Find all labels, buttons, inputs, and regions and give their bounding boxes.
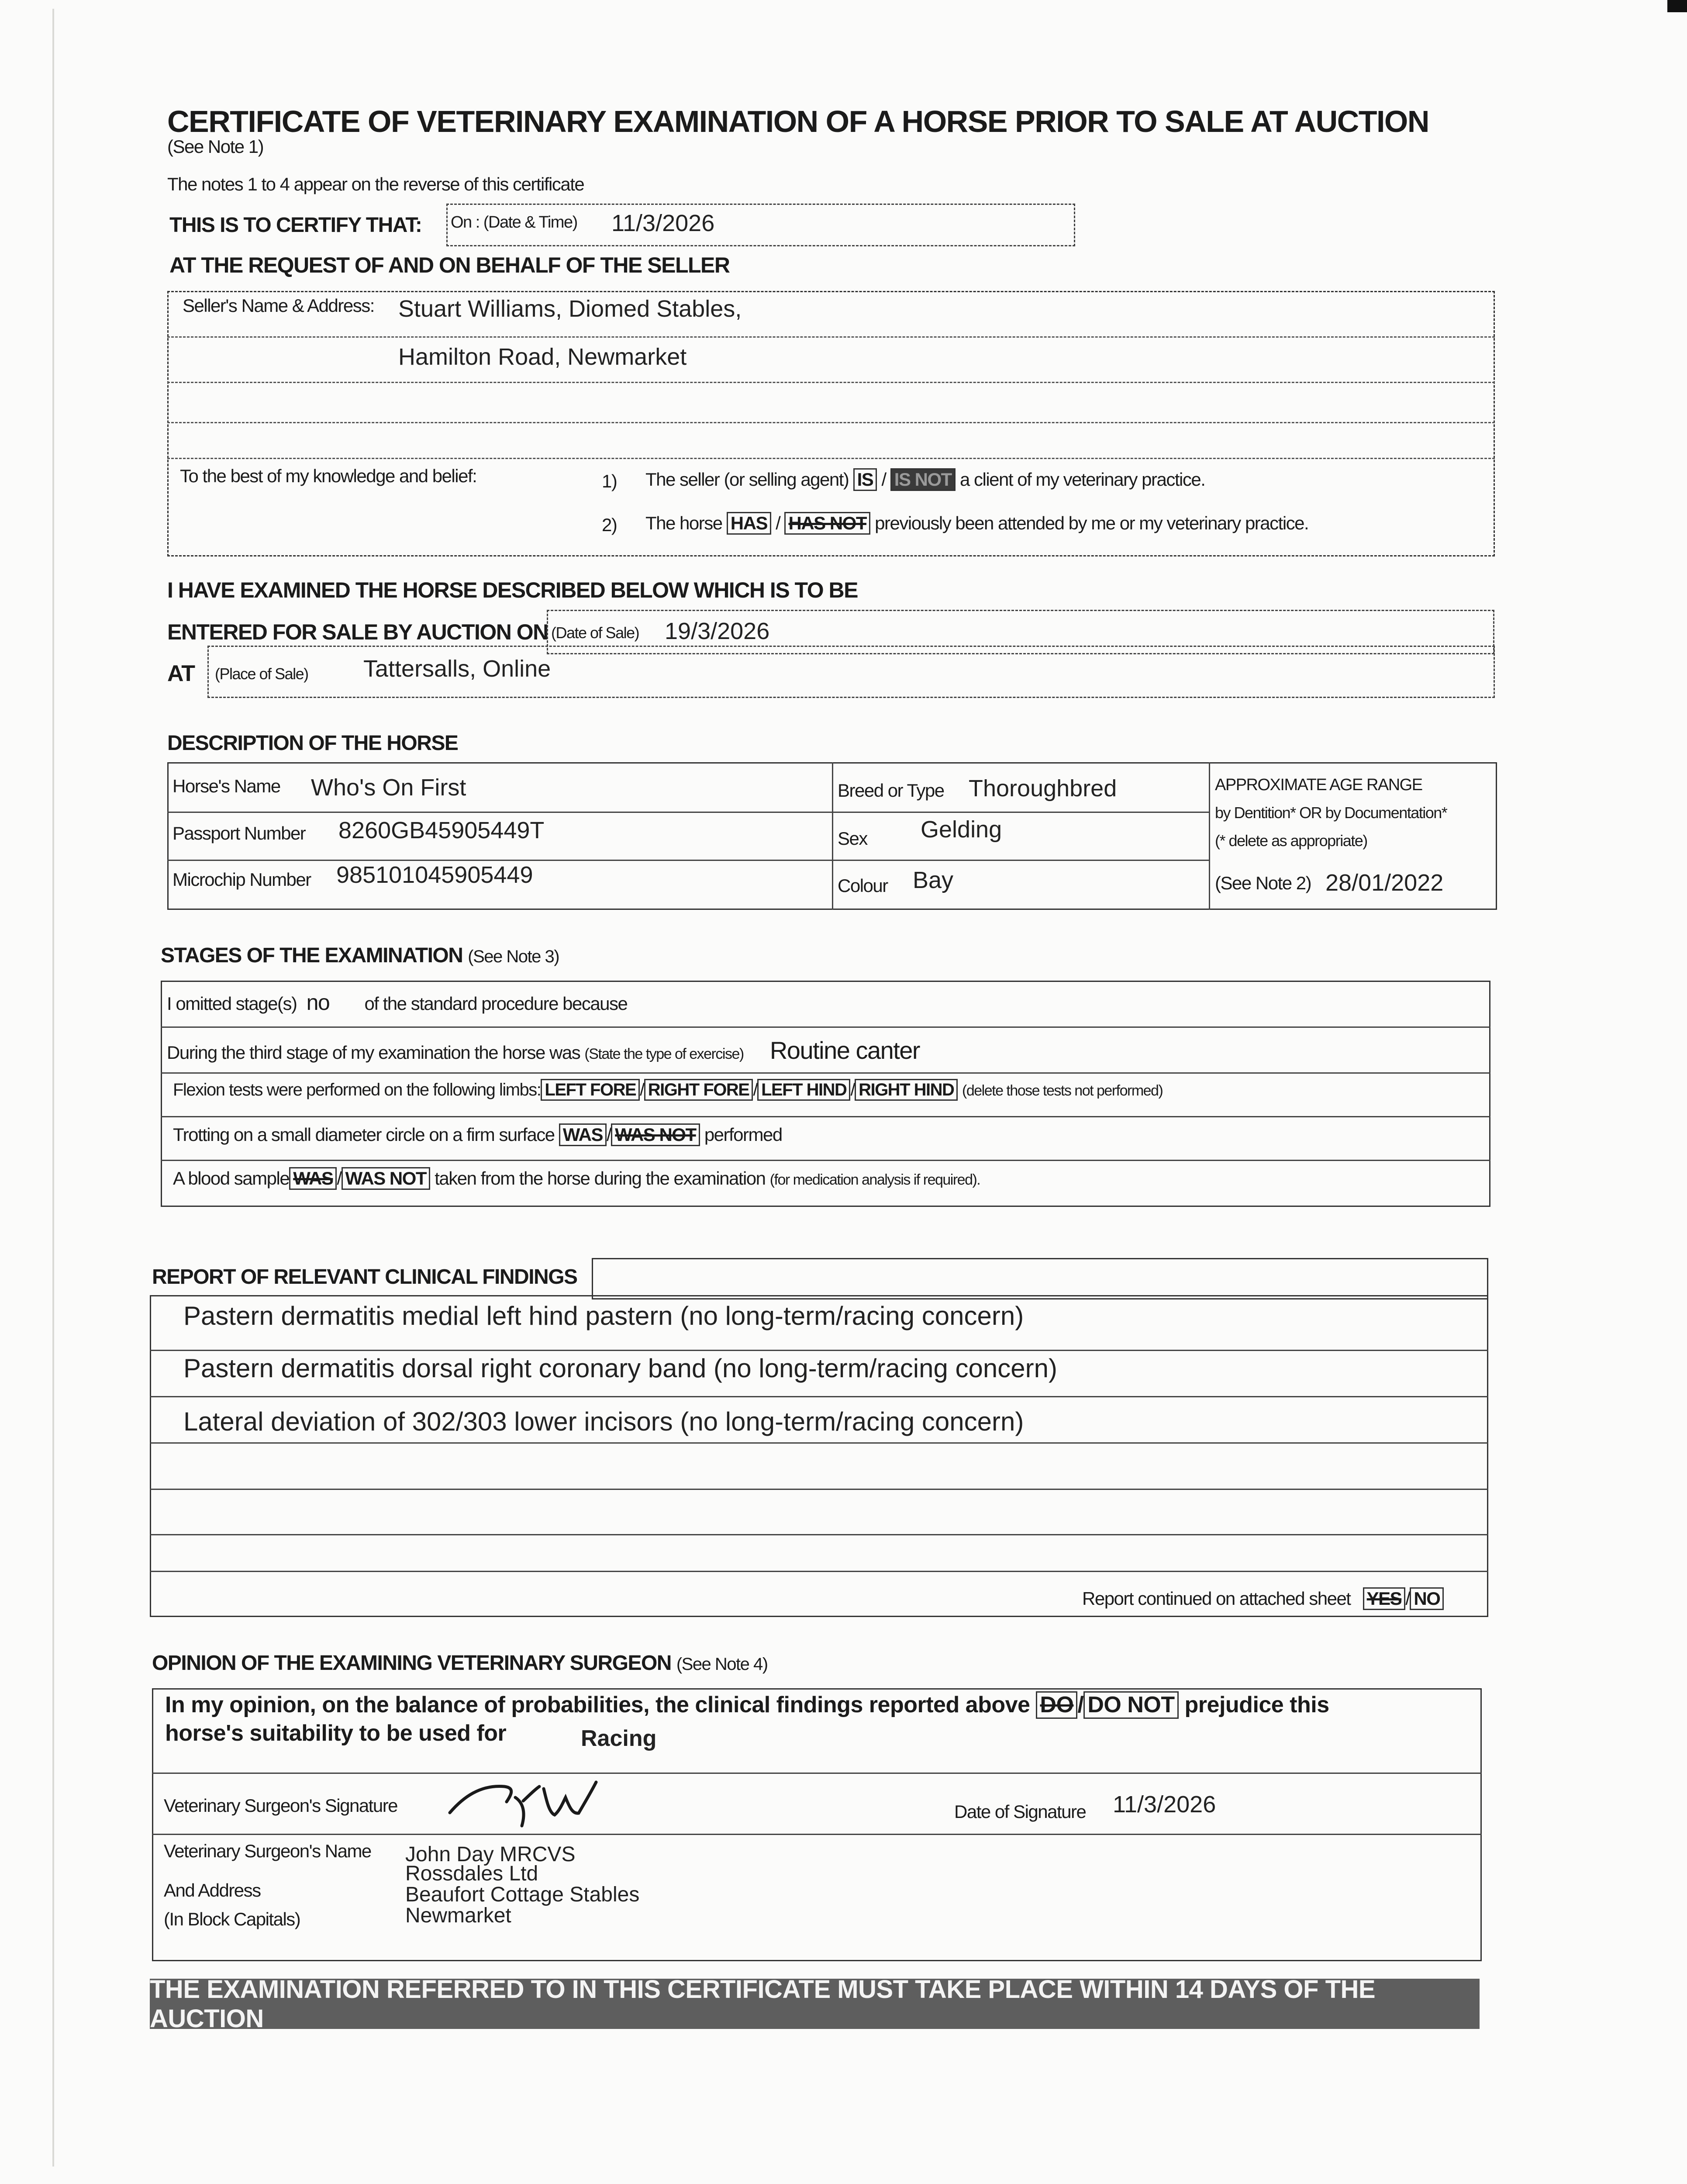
trot-was-option: WAS xyxy=(559,1123,607,1146)
trotting-row xyxy=(173,1123,782,1146)
horse-name-value: Who's On First xyxy=(311,774,466,801)
scan-edge-line xyxy=(52,9,54,2167)
stages-rule-2 xyxy=(161,1072,1490,1074)
seller-rule-4 xyxy=(167,458,1495,459)
certificate-title: CERTIFICATE OF VETERINARY EXAMINATION OF A HORSE PRIOR TO SALE AT AUCTION xyxy=(167,104,1429,138)
flexion-right-hind: RIGHT HIND xyxy=(855,1079,958,1101)
client-is-not-option-deleted: IS NOT xyxy=(890,468,956,491)
scan-corner-mark xyxy=(1667,0,1687,12)
description-divider-2 xyxy=(1209,762,1210,910)
blood-sep: / xyxy=(337,1168,342,1189)
blood-was-not-option: WAS NOT xyxy=(342,1167,431,1190)
age-delete-note: (* delete as appropriate) xyxy=(1215,832,1367,850)
see-note-1: (See Note 1) xyxy=(167,136,264,157)
opinion-text-pre: In my opinion, on the balance of probabilities, the clinical findings reported above xyxy=(165,1692,1030,1717)
knowledge-num-2: 2) xyxy=(602,515,617,535)
sale-date-value: 19/3/2026 xyxy=(665,618,770,644)
omitted-post: of the standard procedure because xyxy=(364,993,628,1014)
trot-was-not-option-deleted: WAS NOT xyxy=(611,1123,700,1146)
microchip-value: 985101045905449 xyxy=(336,862,533,888)
findings-rule-2 xyxy=(150,1396,1488,1397)
flexion-sep-3: / xyxy=(850,1080,855,1099)
vet-address-line-3: Newmarket xyxy=(405,1904,511,1927)
client-text-pre: The seller (or selling agent) xyxy=(645,469,849,490)
attended-has-not-option-deleted: HAS NOT xyxy=(784,512,870,535)
finding-line-3: Lateral deviation of 302/303 lower incisors (no long-term/racing concern) xyxy=(183,1407,1024,1436)
breed-label: Breed or Type xyxy=(838,780,944,801)
blood-was-option-deleted: WAS xyxy=(289,1167,337,1190)
attended-text-pre: The horse xyxy=(645,513,722,533)
vet-address-line-2: Beaufort Cottage Stables xyxy=(405,1883,640,1906)
stages-heading-text: STAGES OF THE EXAMINATION xyxy=(161,944,463,967)
trot-pre: Trotting on a small diameter circle on a firm surface xyxy=(173,1124,555,1145)
flexion-right-fore: RIGHT FORE xyxy=(644,1079,753,1101)
colour-value: Bay xyxy=(913,867,954,893)
vet-address-line-1: Rossdales Ltd xyxy=(405,1862,538,1885)
stages-rule-4 xyxy=(161,1160,1490,1161)
trot-post: performed xyxy=(704,1124,782,1145)
blood-note: (for medication analysis if required). xyxy=(769,1171,980,1188)
microchip-label: Microchip Number xyxy=(172,869,311,890)
continued-row xyxy=(1082,1587,1444,1610)
date-signature-value: 11/3/2026 xyxy=(1113,1791,1216,1818)
description-row-rule-1 xyxy=(167,812,1209,813)
findings-box xyxy=(150,1295,1488,1617)
breed-value: Thoroughbred xyxy=(969,775,1117,802)
flexion-pre: Flexion tests were performed on the following limbs: xyxy=(173,1080,541,1099)
opinion-text-post: prejudice this xyxy=(1184,1692,1329,1717)
client-separator: / xyxy=(881,469,886,490)
footer-banner: THE EXAMINATION REFERRED TO IN THIS CERTIFICATE MUST TAKE PLACE WITHIN 14 DAYS OF THE AUCTION xyxy=(150,1979,1480,2029)
findings-rule-3 xyxy=(150,1442,1488,1444)
continued-label: Report continued on attached sheet xyxy=(1082,1588,1351,1609)
knowledge-statement-1 xyxy=(645,468,1205,491)
stages-heading-note: (See Note 3) xyxy=(468,947,559,966)
findings-heading-box xyxy=(592,1258,1488,1299)
opinion-rule-1 xyxy=(152,1773,1482,1774)
stages-heading xyxy=(161,943,559,968)
date-signature-label: Date of Signature xyxy=(954,1801,1086,1822)
findings-rule-6 xyxy=(150,1571,1488,1572)
findings-heading: REPORT OF RELEVANT CLINICAL FINDINGS xyxy=(152,1265,577,1289)
flexion-sep-1: / xyxy=(640,1080,644,1099)
omitted-label: I omitted stage(s) xyxy=(167,993,297,1014)
seller-rule-3 xyxy=(167,422,1495,423)
certify-label: THIS IS TO CERTIFY THAT: xyxy=(169,214,422,237)
description-row-rule-2 xyxy=(167,860,1209,861)
description-divider-1 xyxy=(832,762,833,910)
blood-pre: A blood sample xyxy=(173,1168,290,1189)
description-heading: DESCRIPTION OF THE HORSE xyxy=(167,732,458,755)
notes-line: The notes 1 to 4 appear on the reverse of this certificate xyxy=(167,174,584,194)
opinion-sep: / xyxy=(1077,1692,1084,1717)
flexion-post: (delete those tests not performed) xyxy=(962,1082,1163,1099)
sex-label: Sex xyxy=(838,828,867,849)
continued-sep: / xyxy=(1405,1588,1410,1609)
knowledge-num-1: 1) xyxy=(602,471,617,491)
finding-line-1: Pastern dermatitis medial left hind pastern (no long-term/racing concern) xyxy=(183,1301,1024,1330)
knowledge-statement-2 xyxy=(645,512,1308,535)
at-label: AT xyxy=(167,661,195,686)
attended-separator: / xyxy=(776,513,780,533)
request-line: AT THE REQUEST OF AND ON BEHALF OF THE SELLER xyxy=(169,253,730,277)
opinion-line-1 xyxy=(165,1691,1329,1719)
entered-label: ENTERED FOR SALE BY AUCTION ON xyxy=(167,620,548,644)
sale-place-value: Tattersalls, Online xyxy=(363,656,551,682)
client-is-option: IS xyxy=(853,468,877,491)
third-note: (State the type of exercise) xyxy=(584,1046,744,1062)
finding-line-2: Pastern dermatitis dorsal right coronary band (no long-term/racing concern) xyxy=(183,1354,1057,1383)
sale-place-label: (Place of Sale) xyxy=(215,665,308,683)
vet-name-value: John Day MRCVS xyxy=(405,1843,576,1866)
opinion-do-not-option: DO NOT xyxy=(1083,1691,1178,1719)
passport-label: Passport Number xyxy=(172,823,306,843)
block-capitals-label: (In Block Capitals) xyxy=(164,1909,300,1929)
findings-rule-4 xyxy=(150,1489,1488,1490)
age-see-note-2: (See Note 2) xyxy=(1215,873,1311,893)
opinion-line-2: horse's suitability to be used for xyxy=(165,1721,507,1746)
opinion-heading-note: (See Note 4) xyxy=(676,1655,768,1674)
opinion-heading xyxy=(152,1651,768,1675)
age-value: 28/01/2022 xyxy=(1325,870,1444,896)
flexion-left-fore: LEFT FORE xyxy=(541,1079,640,1101)
passport-value: 8260GB45905449T xyxy=(338,817,545,843)
client-text-post: a client of my veterinary practice. xyxy=(959,469,1205,490)
blood-post: taken from the horse during the examination xyxy=(435,1168,766,1189)
age-heading: APPROXIMATE AGE RANGE xyxy=(1215,776,1422,794)
age-by: by Dentition* OR by Documentation* xyxy=(1215,804,1447,822)
blood-row xyxy=(173,1167,980,1190)
opinion-do-option-deleted: DO xyxy=(1036,1691,1077,1719)
findings-rule-1 xyxy=(150,1350,1488,1351)
continued-yes-deleted: YES xyxy=(1363,1587,1406,1610)
omitted-value: no xyxy=(306,990,330,1015)
flexion-sep-2: / xyxy=(753,1080,758,1099)
attended-has-option: HAS xyxy=(727,512,771,535)
knowledge-label: To the best of my knowledge and belief: xyxy=(180,466,477,486)
vet-address-label: And Address xyxy=(164,1880,261,1901)
third-label: During the third stage of my examination the horse was xyxy=(167,1042,580,1063)
horse-name-label: Horse's Name xyxy=(172,776,280,796)
vet-signature xyxy=(445,1771,611,1832)
sale-date-label: (Date of Sale) xyxy=(551,624,639,642)
findings-rule-5 xyxy=(150,1534,1488,1535)
flexion-row xyxy=(173,1079,1163,1101)
opinion-use-value: Racing xyxy=(581,1726,657,1751)
vet-name-label: Veterinary Surgeon's Name xyxy=(164,1841,371,1861)
certify-on-label: On : (Date & Time) xyxy=(451,213,577,232)
omitted-stage-row xyxy=(167,990,627,1015)
signature-label: Veterinary Surgeon's Signature xyxy=(164,1795,398,1816)
trot-sep: / xyxy=(606,1124,611,1145)
certify-on-value: 11/3/2026 xyxy=(611,210,715,236)
opinion-rule-2 xyxy=(152,1834,1482,1835)
sex-value: Gelding xyxy=(921,816,1002,843)
examined-line: I HAVE EXAMINED THE HORSE DESCRIBED BELOW WHICH IS TO BE xyxy=(167,578,858,602)
third-stage-row xyxy=(167,1036,920,1064)
continued-no-option: NO xyxy=(1410,1587,1444,1610)
seller-line1: Stuart Williams, Diomed Stables, xyxy=(398,296,742,322)
colour-label: Colour xyxy=(838,875,888,896)
seller-line2: Hamilton Road, Newmarket xyxy=(398,344,687,370)
attended-text-post: previously been attended by me or my veterinary practice. xyxy=(875,513,1309,533)
opinion-heading-text: OPINION OF THE EXAMINING VETERINARY SURGEON xyxy=(152,1652,671,1675)
seller-label: Seller's Name & Address: xyxy=(183,295,374,316)
third-value: Routine canter xyxy=(769,1037,920,1064)
stages-rule-1 xyxy=(161,1026,1490,1028)
stages-rule-3 xyxy=(161,1116,1490,1117)
seller-rule-2 xyxy=(167,382,1495,383)
seller-rule-1 xyxy=(167,336,1495,338)
flexion-left-hind: LEFT HIND xyxy=(757,1079,850,1101)
